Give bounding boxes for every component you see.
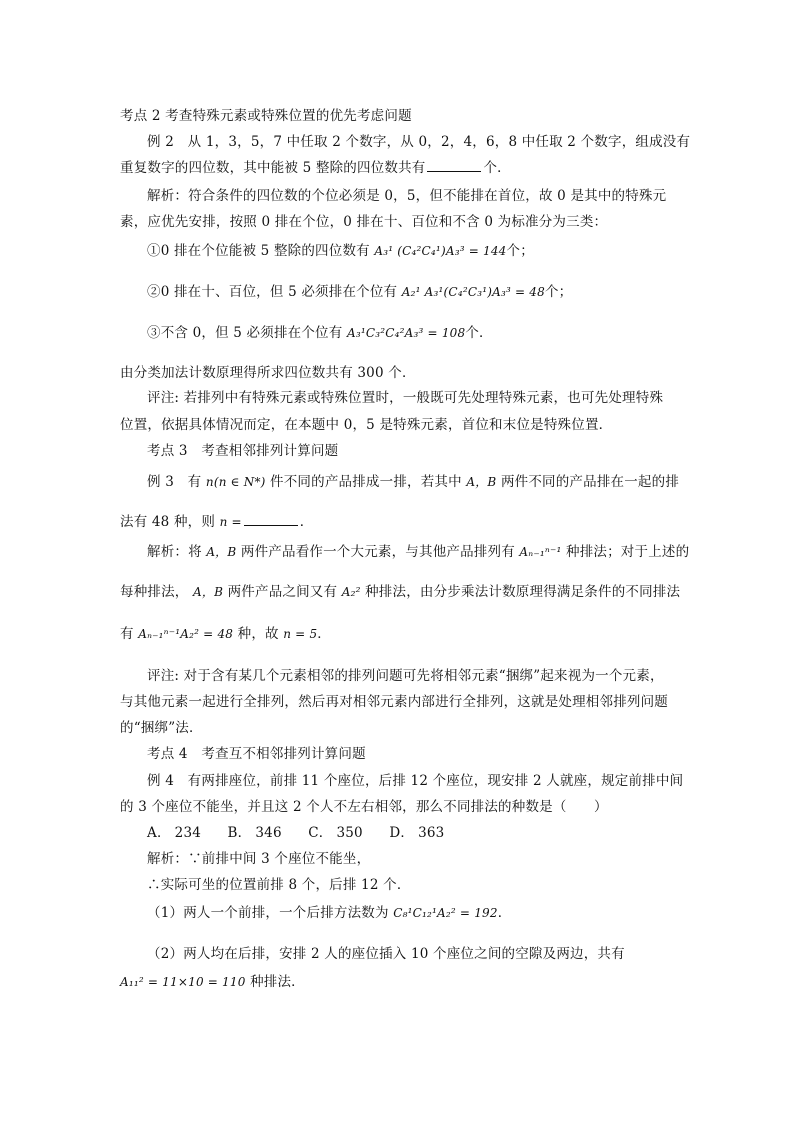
solution-text: 有 Aₙ₋₁ⁿ⁻¹A₂² = 48 种，故 n = 5． xyxy=(120,626,331,642)
formula: A₃¹ (C₄²C₄¹)A₃³ = 144 xyxy=(374,244,507,258)
section-heading-4: 考点 4 考查互不相邻排列计算问题 xyxy=(147,746,366,762)
comment-text: 的“捆绑”法． xyxy=(120,720,203,736)
answer-options xyxy=(147,824,466,842)
formula: A，B xyxy=(466,475,497,489)
option-c: C． 350 xyxy=(308,825,363,841)
solution-text: 解析：符合条件的四位数的个位必须是 0，5，但不能排在首位，故 0 是其中的特殊元 xyxy=(147,188,667,204)
formula: Aₙ₋₁ⁿ⁻¹A₂² = 48 xyxy=(138,627,234,641)
formula: A，B xyxy=(206,545,237,559)
case-1: ①0 排在个位能被 5 整除的四位数有 A₃¹ (C₄²C₄¹)A₃³ = 144个； xyxy=(147,243,534,259)
option-d: D． 363 xyxy=(389,825,445,841)
answer-blank xyxy=(427,159,481,172)
solution-case-2: （2）两人均在后排，安排 2 人的座位插入 10 个座位之间的空隙及两边，共有 xyxy=(147,946,625,962)
formula: A₃¹C₃²C₄²A₃³ = 108 xyxy=(346,326,466,340)
comment-text: 评注: 若排列中有特殊元素或特殊位置时，一般既可先处理特殊元素，也可先处理特殊 xyxy=(147,390,664,406)
section-heading-2: 考点 2 考查特殊元素或特殊位置的优先考虑问题 xyxy=(120,108,412,124)
comment-text: 位置，依据具体情况而定，在本题中 0，5 是特殊元素，首位和末位是特殊位置． xyxy=(120,417,613,433)
formula: A₂² xyxy=(341,585,361,599)
example-2-question: 例 2 从 1，3，5，7 中任取 2 个数字，从 0，2，4，6，8 中任取 2 个数字，组成没有 xyxy=(147,134,691,150)
formula: A₂¹ A₃¹(C₄²C₃¹)A₃³ = 48 xyxy=(401,285,545,299)
comment-text: 与其他元素一起进行全排列，然后再对相邻元素内部进行全排列，这就是处理相邻排列问题 xyxy=(120,694,668,710)
comment-text: 评注: 对于含有某几个元素相邻的排列问题可先将相邻元素“捆绑”起来视为一个元素， xyxy=(147,668,664,684)
option-b: B． 346 xyxy=(227,825,282,841)
formula: n = 5 xyxy=(283,627,318,641)
example-2-question-cont: 重复数字的四位数，其中能被 5 整除的四位数共有 个． xyxy=(120,160,511,176)
answer-blank xyxy=(244,513,298,526)
solution-text: 解析：∵前排中间 3 个座位不能坐， xyxy=(147,851,371,867)
formula: A，B xyxy=(193,585,224,599)
formula: n(n ∈ N*) xyxy=(205,475,266,489)
solution-text: 解析：将 A，B 两件产品看作一个大元素，与其他产品排列有 Aₙ₋₁ⁿ⁻¹ 种排法；对于上述的 xyxy=(147,544,690,560)
option-a: A． 234 xyxy=(147,825,202,841)
solution-case-2-cont: A₁₁² = 11×10 = 110 种排法． xyxy=(120,974,305,990)
example-4-question-cont: 的 3 个座位不能坐，并且这 2 个人不左右相邻，那么不同排法的种数是（ ） xyxy=(120,799,608,815)
solution-conclusion: 由分类加法计数原理得所求四位数共有 300 个． xyxy=(120,365,416,381)
formula: n = xyxy=(219,515,242,529)
solution-text: 素，应优先安排，按照 0 排在个位，0 排在十、百位和不含 0 为标准分为三类： xyxy=(120,214,608,230)
example-4-question: 例 4 有两排座位，前排 11 个座位，后排 12 个座位，现安排 2 人就座，规定前排中间 xyxy=(147,773,684,789)
example-3-question-cont: 法有 48 种，则 n = ． xyxy=(120,514,314,530)
formula: Aₙ₋₁ⁿ⁻¹ xyxy=(519,545,562,559)
section-heading-3: 考点 3 考查相邻排列计算问题 xyxy=(147,443,339,459)
solution-text: ∴实际可坐的位置前排 8 个，后排 12 个． xyxy=(147,877,411,893)
solution-text: 每种排法， A，B 两件产品之间又有 A₂² 种排法，由分步乘法计数原理得满足条件的不同排法 xyxy=(120,584,681,600)
case-3: ③不含 0，但 5 必须排在个位有 A₃¹C₃²C₄²A₃³ = 108个． xyxy=(147,325,493,341)
formula: A₁₁² = 11×10 = 110 xyxy=(120,975,246,989)
example-3-question: 例 3 有 n(n ∈ N*) 件不同的产品排成一排，若其中 A，B 两件不同的产品排在一起的排 xyxy=(147,474,680,490)
case-2: ②0 排在十、百位，但 5 必须排在个位有 A₂¹ A₃¹(C₄²C₃¹)A₃³ = 48个； xyxy=(147,284,573,300)
formula: C₈¹C₁₂¹A₂² = 192 xyxy=(393,906,498,920)
solution-case-1: （1）两人一个前排，一个后排方法数为 C₈¹C₁₂¹A₂² = 192． xyxy=(147,905,512,921)
